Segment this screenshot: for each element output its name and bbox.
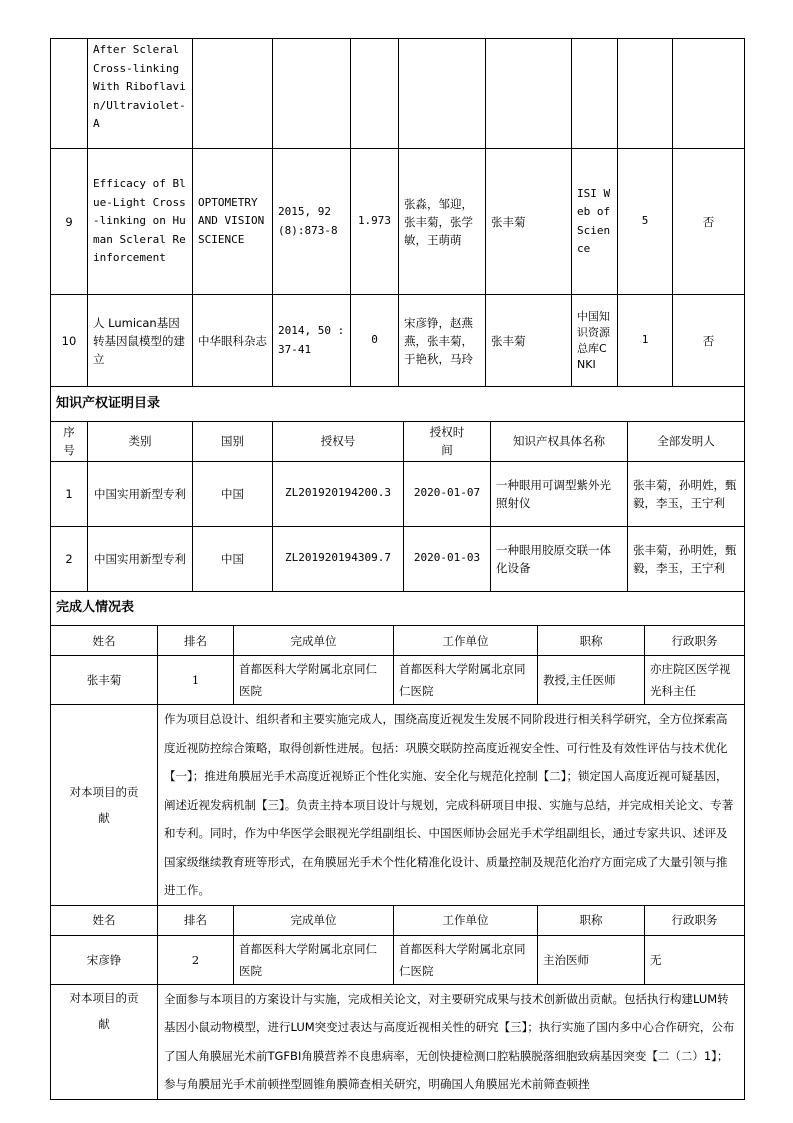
document-page [50,38,744,1100]
paper-other: 否 [673,295,745,387]
ip-header-auth-time: 授权时间 [404,421,491,461]
ip-name: 一种眼用可调型紫外光照射仪 [491,461,628,526]
person-work-unit: 首都医科大学附属北京同仁医院 [394,935,538,984]
papers-row-10 [51,295,745,387]
contribution-label: 对本项目的贡献 [51,705,158,906]
paper-other: 否 [673,149,745,295]
people-header-unit: 完成单位 [234,626,394,656]
paper-citations [618,39,673,149]
people-table [50,592,745,1100]
people-header-rank: 排名 [158,905,234,935]
person-title: 主治医师 [538,935,645,984]
paper-corresponding: 张丰菊 [486,149,572,295]
people-header-work-unit: 工作单位 [394,626,538,656]
paper-year: 2015, 92 (8):873-8 [273,149,351,295]
ip-auth-no: ZL201920194200.3 [273,461,404,526]
contribution-text: 作为项目总设计、组织者和主要实施完成人，围绕高度近视发生发展不同阶段进行相关科学研究，全方位探索高度近视防控综合策略，取得创新性进展。包括：巩膜交联防控高度近视安全性、可行性及有效性评估与技术优化【一】；推进角膜屈光手术高度近视矫正个性化实施、安全化与规范化控制【二】；锁定国人高度近视可疑基因，阐述近视发病机制【三】。负责主持本项目设计与规划，完成科研项目申报、实施与总结，并完成相关论文、专著和专利。同时，作为中华医学会眼视光学组副组长、中国医师协会屈光手术学组副组长，通过专家共识、述评及国家级继续教育班等形式，在角膜屈光手术个性化精准化设计、质量控制及规范化治疗方面完成了大量引领与推进工作。 [158,705,745,906]
paper-title: Efficacy of Blue-Light Cross-linking on Human Scleral Reinforcement [88,149,193,295]
papers-row-continued [51,39,745,149]
papers-row-9 [51,149,745,295]
ip-inventors: 张丰菊，孙明姓，甄毅，李玉，王宁利 [628,461,745,526]
paper-citations: 1 [618,295,673,387]
people-header-title: 职称 [538,905,645,935]
paper-journal: OPTOMETRY AND VISION SCIENCE [193,149,273,295]
person-unit: 首都医科大学附属北京同仁医院 [234,656,394,705]
person-contribution-row [51,705,745,906]
ip-header-country: 国别 [193,421,273,461]
paper-journal [193,39,273,149]
person-name: 张丰菊 [51,656,158,705]
paper-corresponding: 张丰菊 [486,295,572,387]
ip-auth-no: ZL201920194309.7 [273,526,404,591]
ip-table [50,387,745,592]
person-admin: 亦庄院区医学视光科主任 [645,656,745,705]
ip-country: 中国 [193,461,273,526]
paper-impact [351,39,399,149]
ip-header-name: 知识产权具体名称 [491,421,628,461]
people-header-row [51,626,745,656]
person-admin: 无 [645,935,745,984]
person-rank: 1 [158,656,234,705]
ip-category: 中国实用新型专利 [88,461,193,526]
paper-year [273,39,351,149]
ip-header-no: 序号 [51,421,88,461]
paper-impact: 1.973 [351,149,399,295]
ip-name: 一种眼用胶原交联一体化设备 [491,526,628,591]
person-unit: 首都医科大学附属北京同仁医院 [234,935,394,984]
ip-row [51,526,745,591]
people-header-name: 姓名 [51,905,158,935]
people-header-rank: 排名 [158,626,234,656]
ip-auth-time: 2020-01-07 [404,461,491,526]
paper-index: 中国知识资源总库CNKI [572,295,618,387]
paper-authors [399,39,486,149]
contribution-label: 对本项目的贡献 [51,984,158,1099]
paper-no: 10 [51,295,88,387]
ip-header-row [51,421,745,461]
people-header-unit: 完成单位 [234,905,394,935]
contribution-text: 全面参与本项目的方案设计与实施，完成相关论文，对主要研究成果与技术创新做出贡献。包括执行构建LUM转基因小鼠动物模型，进行LUM突变过表达与高度近视相关性的研究【三】；执行实施了国内多中心合作研究，公布了国人角膜屈光术前TGFBI角膜营养不良患病率，无创快捷检测口腔粘膜脱落细胞致病基因突变【二（二）1】；参与角膜屈光手术前顿挫型圆锥角膜筛查相关研究，明确国人角膜屈光术前筛查顿挫 [158,984,745,1099]
paper-no: 9 [51,149,88,295]
people-header-row [51,905,745,935]
ip-auth-time: 2020-01-03 [404,526,491,591]
people-header-admin: 行政职务 [645,626,745,656]
people-header-work-unit: 工作单位 [394,905,538,935]
ip-no: 2 [51,526,88,591]
ip-category: 中国实用新型专利 [88,526,193,591]
people-section-title: 完成人情况表 [51,592,745,626]
paper-authors: 张淼，邹迎，张丰菊，张学敏，王萌萌 [399,149,486,295]
people-header-title: 职称 [538,626,645,656]
paper-index [572,39,618,149]
paper-title: After Scleral Cross-linking With Riboflavin/Ultraviolet-A [88,39,193,149]
paper-other [673,39,745,149]
paper-year: 2014, 50 : 37-41 [273,295,351,387]
paper-index: ISI Web of Science [572,149,618,295]
paper-title: 人 Lumican基因转基因鼠模型的建立 [88,295,193,387]
ip-inventors: 张丰菊，孙明姓，甄毅，李玉，王宁利 [628,526,745,591]
people-header-name: 姓名 [51,626,158,656]
ip-country: 中国 [193,526,273,591]
person-contribution-row [51,984,745,1099]
people-header-admin: 行政职务 [645,905,745,935]
paper-no [51,39,88,149]
person-work-unit: 首都医科大学附属北京同仁医院 [394,656,538,705]
ip-header-auth-no: 授权号 [273,421,404,461]
paper-journal: 中华眼科杂志 [193,295,273,387]
person-row [51,656,745,705]
person-title: 教授,主任医师 [538,656,645,705]
ip-no: 1 [51,461,88,526]
person-name: 宋彦铮 [51,935,158,984]
ip-section-title: 知识产权证明目录 [51,387,745,421]
paper-corresponding [486,39,572,149]
paper-citations: 5 [618,149,673,295]
ip-row [51,461,745,526]
papers-table [50,38,745,387]
paper-impact: 0 [351,295,399,387]
ip-header-category: 类别 [88,421,193,461]
person-row [51,935,745,984]
ip-header-inventors: 全部发明人 [628,421,745,461]
person-rank: 2 [158,935,234,984]
paper-authors: 宋彦铮，赵燕燕，张丰菊，于艳秋，马玲 [399,295,486,387]
